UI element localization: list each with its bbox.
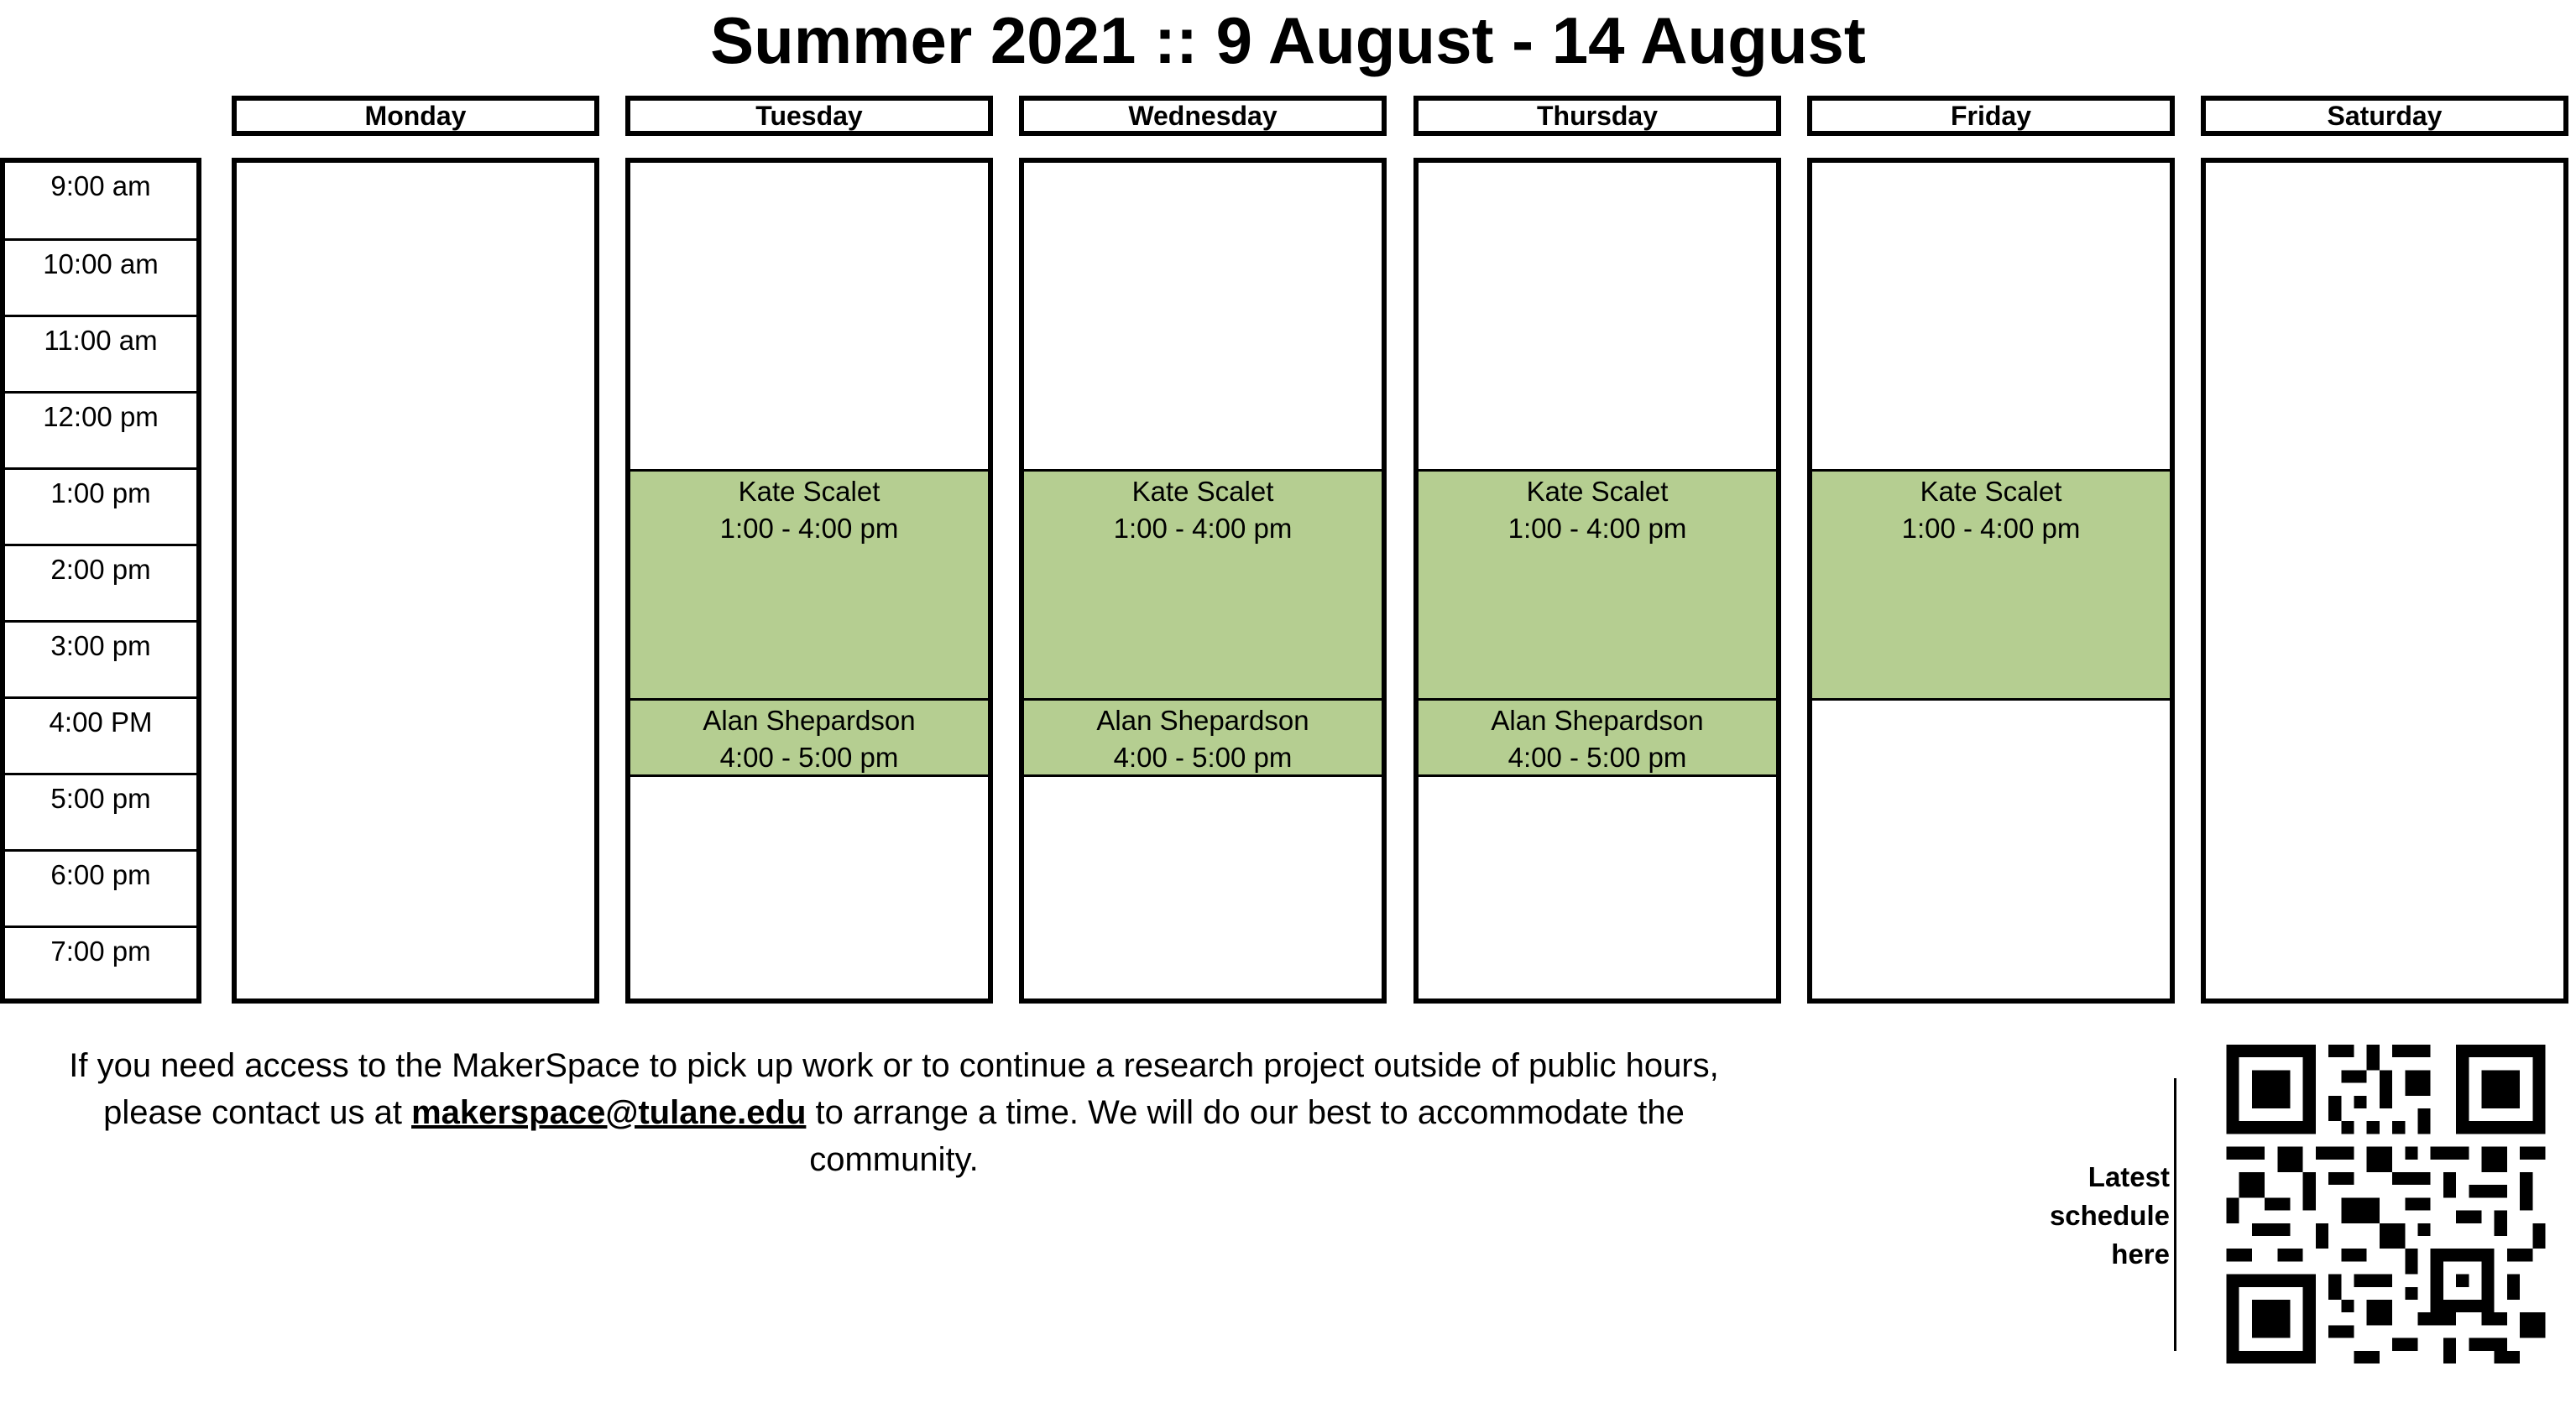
- day-column-friday: [1807, 158, 2175, 1004]
- day-column-thursday: [1413, 158, 1781, 1004]
- time-slot-6pm: 6:00 pm: [5, 849, 196, 925]
- day-header-monday: Monday: [232, 96, 599, 136]
- shift-name: Kate Scalet: [738, 476, 880, 507]
- time-slot-11am: 11:00 am: [5, 315, 196, 391]
- shift-block: [1419, 469, 1776, 701]
- day-header-saturday: Saturday: [2201, 96, 2568, 136]
- time-column: [0, 158, 201, 1004]
- shift-name: Alan Shepardson: [1491, 705, 1704, 736]
- day-column-wednesday: [1019, 158, 1387, 1004]
- footer-line-3: community.: [809, 1141, 979, 1178]
- day-header-friday: Friday: [1807, 96, 2175, 136]
- footer-line-2-after: to arrange a time. We will do our best to accommodate the: [815, 1094, 1685, 1131]
- footer-line-2: [0, 1089, 1788, 1136]
- shift-name: Alan Shepardson: [1096, 705, 1309, 736]
- qr-label: [1998, 1158, 2170, 1274]
- footer-line-1: If you need access to the MakerSpace to pick up work or to continue a research project outside of public hours,: [69, 1047, 1719, 1084]
- shift-block: [1812, 469, 2170, 701]
- qr-label-line-2: schedule: [2049, 1200, 2170, 1231]
- qr-code-icon[interactable]: [2224, 1045, 2547, 1363]
- shift-time: 4:00 - 5:00 pm: [1507, 742, 1687, 773]
- time-slot-5pm: 5:00 pm: [5, 773, 196, 849]
- shift-block: [1024, 469, 1382, 701]
- time-slot-2pm: 2:00 pm: [5, 544, 196, 620]
- time-slot-3pm: 3:00 pm: [5, 620, 196, 696]
- shift-time: 1:00 - 4:00 pm: [1901, 513, 2081, 544]
- shift-time: 1:00 - 4:00 pm: [1113, 513, 1293, 544]
- shift-name: Kate Scalet: [1526, 476, 1669, 507]
- time-slot-10am: 10:00 am: [5, 238, 196, 315]
- shift-block: [630, 469, 988, 701]
- shift-block: [1419, 698, 1776, 777]
- shift-name: Alan Shepardson: [703, 705, 916, 736]
- qr-label-line-3: here: [2111, 1238, 2170, 1270]
- shift-time: 1:00 - 4:00 pm: [1507, 513, 1687, 544]
- qr-divider: [2174, 1078, 2176, 1351]
- shift-block: [630, 698, 988, 777]
- day-column-monday: [232, 158, 599, 1004]
- shift-time: 4:00 - 5:00 pm: [719, 742, 899, 773]
- day-column-tuesday: [625, 158, 993, 1004]
- shift-time: 4:00 - 5:00 pm: [1113, 742, 1293, 773]
- footer-note: [0, 1042, 1788, 1183]
- day-header-thursday: Thursday: [1413, 96, 1781, 136]
- time-slot-1pm: 1:00 pm: [5, 467, 196, 544]
- time-slot-7pm: 7:00 pm: [5, 925, 196, 1002]
- day-header-wednesday: Wednesday: [1019, 96, 1387, 136]
- day-header-tuesday: Tuesday: [625, 96, 993, 136]
- time-slot-9am: 9:00 am: [50, 170, 151, 201]
- shift-time: 1:00 - 4:00 pm: [719, 513, 899, 544]
- qr-label-line-1: Latest: [2087, 1161, 2170, 1192]
- time-slot-12pm: 12:00 pm: [5, 391, 196, 467]
- footer-line-2-before: please contact us at: [103, 1094, 402, 1131]
- shift-name: Kate Scalet: [1920, 476, 2062, 507]
- shift-name: Kate Scalet: [1131, 476, 1274, 507]
- day-column-saturday: [2201, 158, 2568, 1004]
- shift-block: [1024, 698, 1382, 777]
- time-slot-4pm: 4:00 PM: [5, 696, 196, 773]
- email-link[interactable]: makerspace@tulane.edu: [411, 1094, 807, 1131]
- page-title: Summer 2021 :: 9 August - 14 August: [710, 3, 1866, 77]
